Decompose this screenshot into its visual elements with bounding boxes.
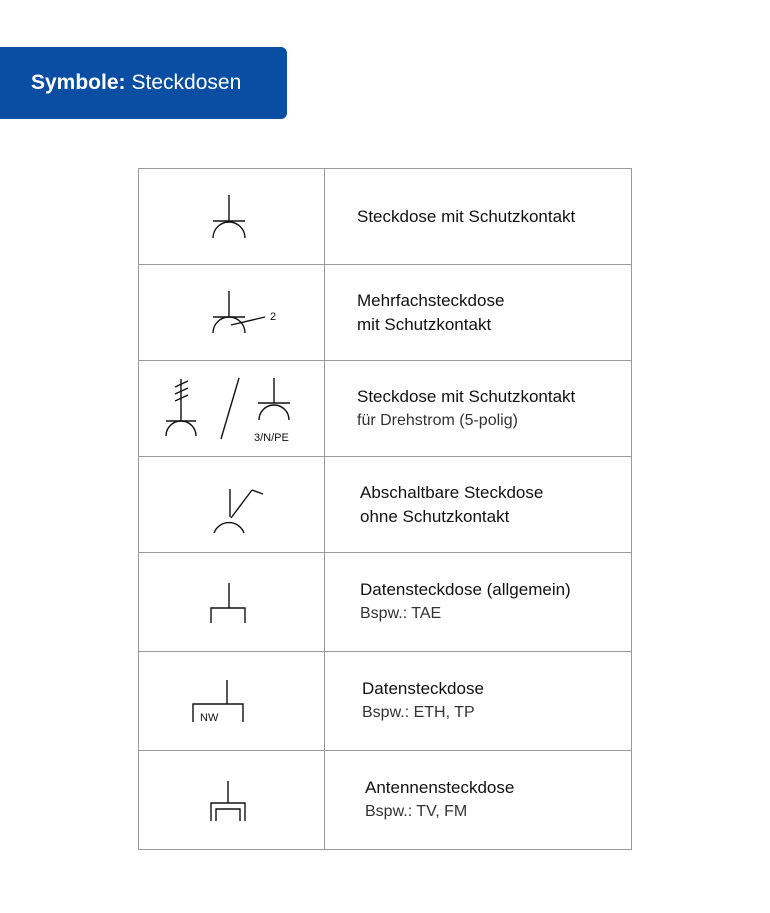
antenna-socket-icon xyxy=(139,751,324,849)
switched-socket-icon xyxy=(139,457,324,552)
symbol-cell xyxy=(139,169,325,265)
description-cell xyxy=(325,751,632,850)
section-header xyxy=(0,47,287,119)
symbol-cell xyxy=(139,553,325,652)
table-row xyxy=(139,169,632,265)
description-cell xyxy=(325,169,632,265)
symbol-name: Datensteckdose (allgemein) xyxy=(360,580,571,599)
description-cell xyxy=(325,553,632,652)
network-label: NW xyxy=(200,712,219,724)
table-row xyxy=(139,553,632,652)
symbol-cell xyxy=(139,265,325,361)
symbol-note: Bspw.: ETH, TP xyxy=(362,704,475,721)
three-phase-socket-icon xyxy=(139,361,324,456)
network-socket-icon xyxy=(139,652,324,750)
symbol-note: Bspw.: TAE xyxy=(360,605,442,622)
phase-label: 3/N/PE xyxy=(254,432,289,444)
symbol-cell xyxy=(139,457,325,553)
symbol-name: Antennensteckdose xyxy=(365,778,515,797)
symbol-note: für Drehstrom (5-polig) xyxy=(357,411,518,429)
description-cell xyxy=(325,265,632,361)
symbol-name-line2: mit Schutzkontakt xyxy=(357,314,492,334)
symbol-name: Abschaltbare Steckdose xyxy=(360,482,544,502)
description-cell xyxy=(325,652,632,751)
header-title: Steckdosen xyxy=(131,71,242,94)
table-row xyxy=(139,652,632,751)
symbol-cell xyxy=(139,652,325,751)
symbol-name: Steckdose mit Schutzkontakt xyxy=(357,206,576,226)
table-row xyxy=(139,751,632,850)
table-row xyxy=(139,265,632,361)
table-row xyxy=(139,457,632,553)
symbol-note: Bspw.: TV, FM xyxy=(365,803,468,820)
symbol-name: Steckdose mit Schutzkontakt xyxy=(357,386,576,406)
data-socket-icon xyxy=(139,553,324,651)
symbol-table xyxy=(138,168,632,850)
description-cell xyxy=(325,457,632,553)
multi-socket-icon xyxy=(139,265,324,360)
symbol-name-line2: ohne Schutzkontakt xyxy=(360,506,510,526)
symbol-name: Mehrfachsteckdose xyxy=(357,290,505,310)
socket-count-label: 2 xyxy=(270,311,277,323)
table-row xyxy=(139,361,632,457)
symbol-name: Datensteckdose xyxy=(362,679,484,698)
schuko-socket-icon xyxy=(139,169,324,264)
header-bold: Symbole: xyxy=(31,71,126,94)
symbol-cell xyxy=(139,751,325,850)
symbol-cell xyxy=(139,361,325,457)
description-cell xyxy=(325,361,632,457)
